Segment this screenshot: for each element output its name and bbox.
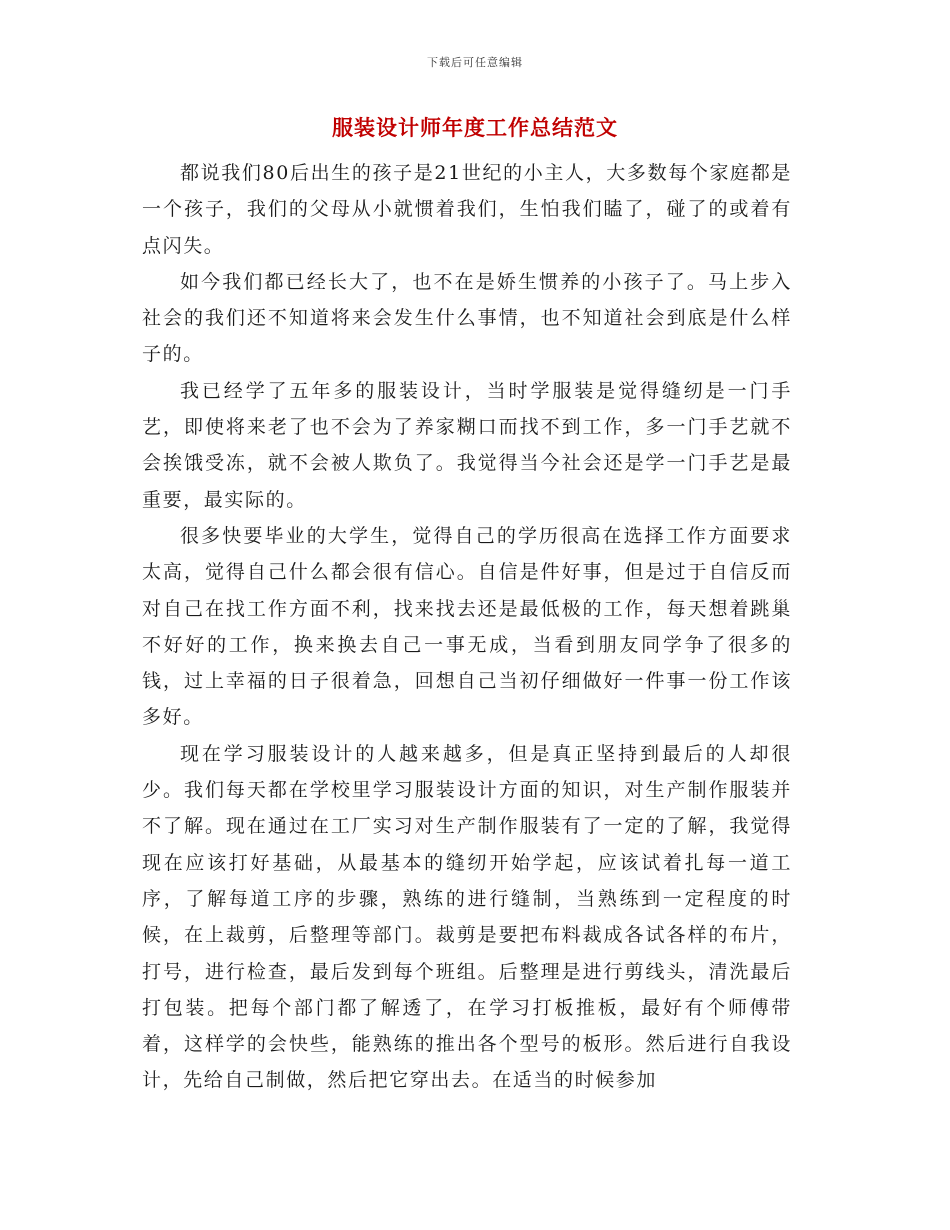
paragraph-4: 很多快要毕业的大学生，觉得自己的学历很高在选择工作方面要求太高，觉得自己什么都会很有信心。自信是件好事，但是过于自信反而对自己在找工作方面不利，找来找去还是最低极的工作，每天想着跳巢不好好的工作，换来换去自己一事无成，当看到朋友同学争了很多的钱，过上幸福的日子很着急，回想自己当初仔细做好一件事一份工作该多好。 (142, 524, 792, 729)
document-body (142, 155, 792, 1099)
paragraph-1: 都说我们80后出生的孩子是21世纪的小主人，大多数每个家庭都是一个孩子，我们的父母从小就惯着我们，生怕我们瞌了，碰了的或着有点闪失。 (142, 162, 792, 257)
paragraph-3: 我已经学了五年多的服装设计，当时学服装是觉得缝纫是一门手艺，即使将来老了也不会为了养家糊口而找不到工作，多一门手艺就不会挨饿受冻，就不会被人欺负了。我觉得当今社会还是学一门手艺是最重要，最实际的。 (142, 379, 792, 511)
header-note: 下载后可任意编辑 (427, 56, 523, 69)
paragraph-2: 如今我们都已经长大了，也不在是娇生惯养的小孩子了。马上步入社会的我们还不知道将来会发生什么事情，也不知道社会到底是什么样子的。 (142, 270, 792, 366)
document-title: 服装设计师年度工作总结范文 (332, 115, 618, 140)
paragraph-5: 现在学习服装设计的人越来越多，但是真正坚持到最后的人却很少。我们每天都在学校里学习服装设计方面的知识，对生产制作服装并不了解。现在通过在工厂实习对生产制作服装有了一定的了解，我觉得现在应该打好基础，从最基本的缝纫开始学起，应该试着扎每一道工序，了解每道工序的步骤，熟练的进行缝制，当熟练到一定程度的时候，在上裁剪，后整理等部门。裁剪是要把布料裁成各试各样的布片，打号，进行检查，最后发到每个班组。后整理是进行剪线头，清洗最后打包装。把每个部门都了解透了，在学习打板推板，最好有个师傅带着，这样学的会快些，能熟练的推出各个型号的板形。然后进行自我设计，先给自己制做，然后把它穿出去。在适当的时候参加 (142, 742, 792, 1092)
